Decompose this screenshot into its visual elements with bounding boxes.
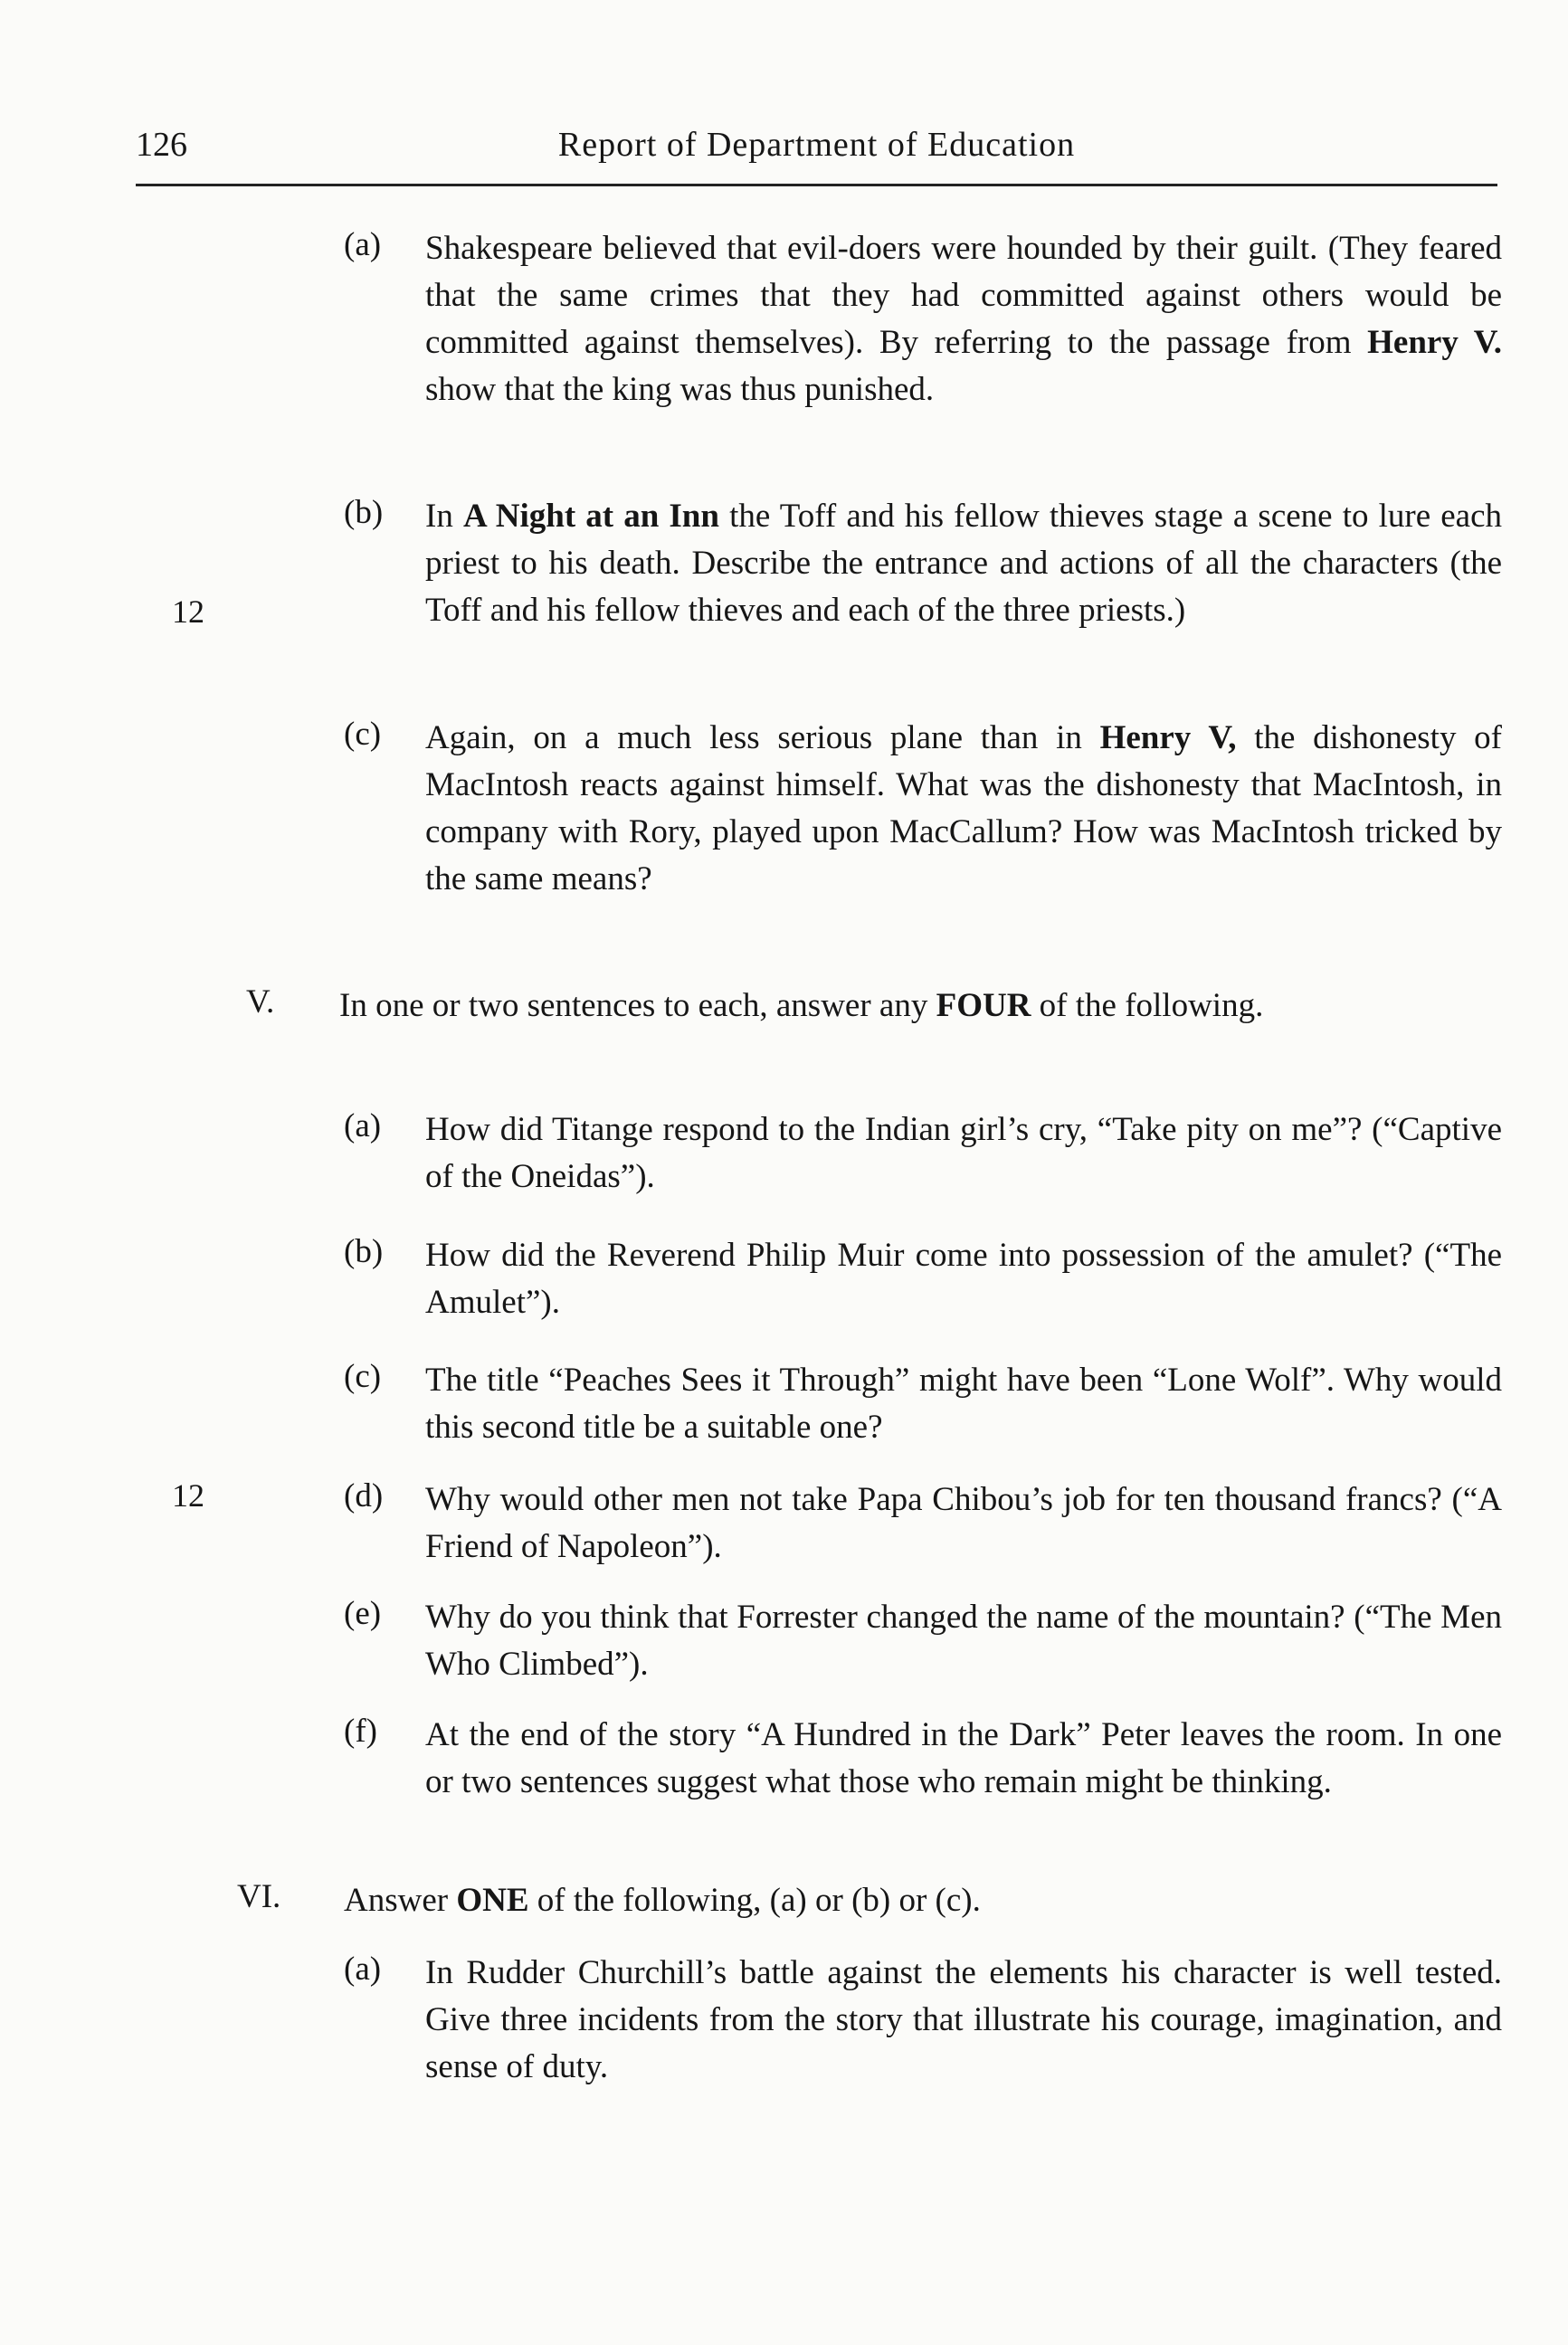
section-intro: Answer ONE of the following, (a) or (b) or (c). (344, 1882, 981, 1919)
question-item (344, 1712, 1502, 1806)
item-text: Shakespeare believed that evil-doers were hounded by their guilt. (They feared that the same crimes that they had committed against others would be committed against themselves). By referring to the passage from Henry V. show that the king was thus punished. (425, 230, 1502, 408)
question-item (344, 225, 1502, 413)
item-label: (b) (344, 494, 384, 531)
page-number: 126 (136, 126, 187, 164)
margin-marks: 12 (172, 593, 204, 630)
item-label: (a) (344, 1107, 382, 1144)
item-text: At the end of the story “A Hundred in the Dark” Peter leaves the room. In one or two sentences suggest what those who remain might be thinking. (425, 1716, 1502, 1800)
question-item (344, 1950, 1502, 2091)
margin-marks: 12 (172, 1477, 204, 1514)
question-item (344, 493, 1502, 634)
item-label: (f) (344, 1713, 377, 1750)
item-label: (c) (344, 716, 382, 753)
item-text: How did the Reverend Philip Muir come into possession of the amulet? (“The Amulet”). (425, 1237, 1502, 1321)
item-text: The title “Peaches Sees it Through” might have been “Lone Wolf”. Why would this second title be a suitable one? (425, 1362, 1502, 1446)
item-label: (b) (344, 1233, 384, 1270)
question-item (344, 1232, 1502, 1326)
question-item (344, 1357, 1502, 1451)
item-label: (a) (344, 226, 382, 263)
item-text: Why do you think that Forrester changed the name of the mountain? (“The Men Who Climbed”). (425, 1599, 1502, 1683)
question-item (344, 1106, 1502, 1201)
item-text: In Rudder Churchill’s battle against the elements his character is well tested. Give three incidents from the story that illustrate his courage, imagination, and sense of duty. (425, 1954, 1502, 2085)
item-label: (e) (344, 1595, 382, 1632)
item-label: (c) (344, 1358, 382, 1395)
page-header (136, 125, 1497, 172)
item-label: (d) (344, 1477, 384, 1514)
item-text: Why would other men not take Papa Chibou’s job for ten thousand francs? (“A Friend of Napoleon”). (425, 1481, 1502, 1565)
running-title: Report of Department of Education (557, 126, 1076, 164)
question-item (344, 1476, 1502, 1571)
item-text: Again, on a much less serious plane than in Henry V, the dishonesty of MacIntosh reacts against himself. What was the dishonesty that MacIntosh, in company with Rory, played upon MacCallum? How was MacIntosh tricked by the same means? (425, 719, 1502, 897)
section-intro: In one or two sentences to each, answer any FOUR of the following. (339, 987, 1264, 1024)
item-text: In A Night at an Inn the Toff and his fellow thieves stage a scene to lure each priest to his death. Describe the entrance and actions of all the characters (the Toff and his fellow thieves and each of the three priests.) (425, 498, 1503, 629)
item-label: (a) (344, 1951, 382, 1988)
section-number: VI. (237, 1878, 281, 1915)
question-item (344, 1594, 1502, 1688)
section-number: V. (246, 983, 275, 1021)
header-rule (136, 184, 1497, 186)
question-item (344, 715, 1502, 903)
item-text: How did Titange respond to the Indian girl’s cry, “Take pity on me”? (“Captive of the Oneidas”). (425, 1111, 1502, 1195)
